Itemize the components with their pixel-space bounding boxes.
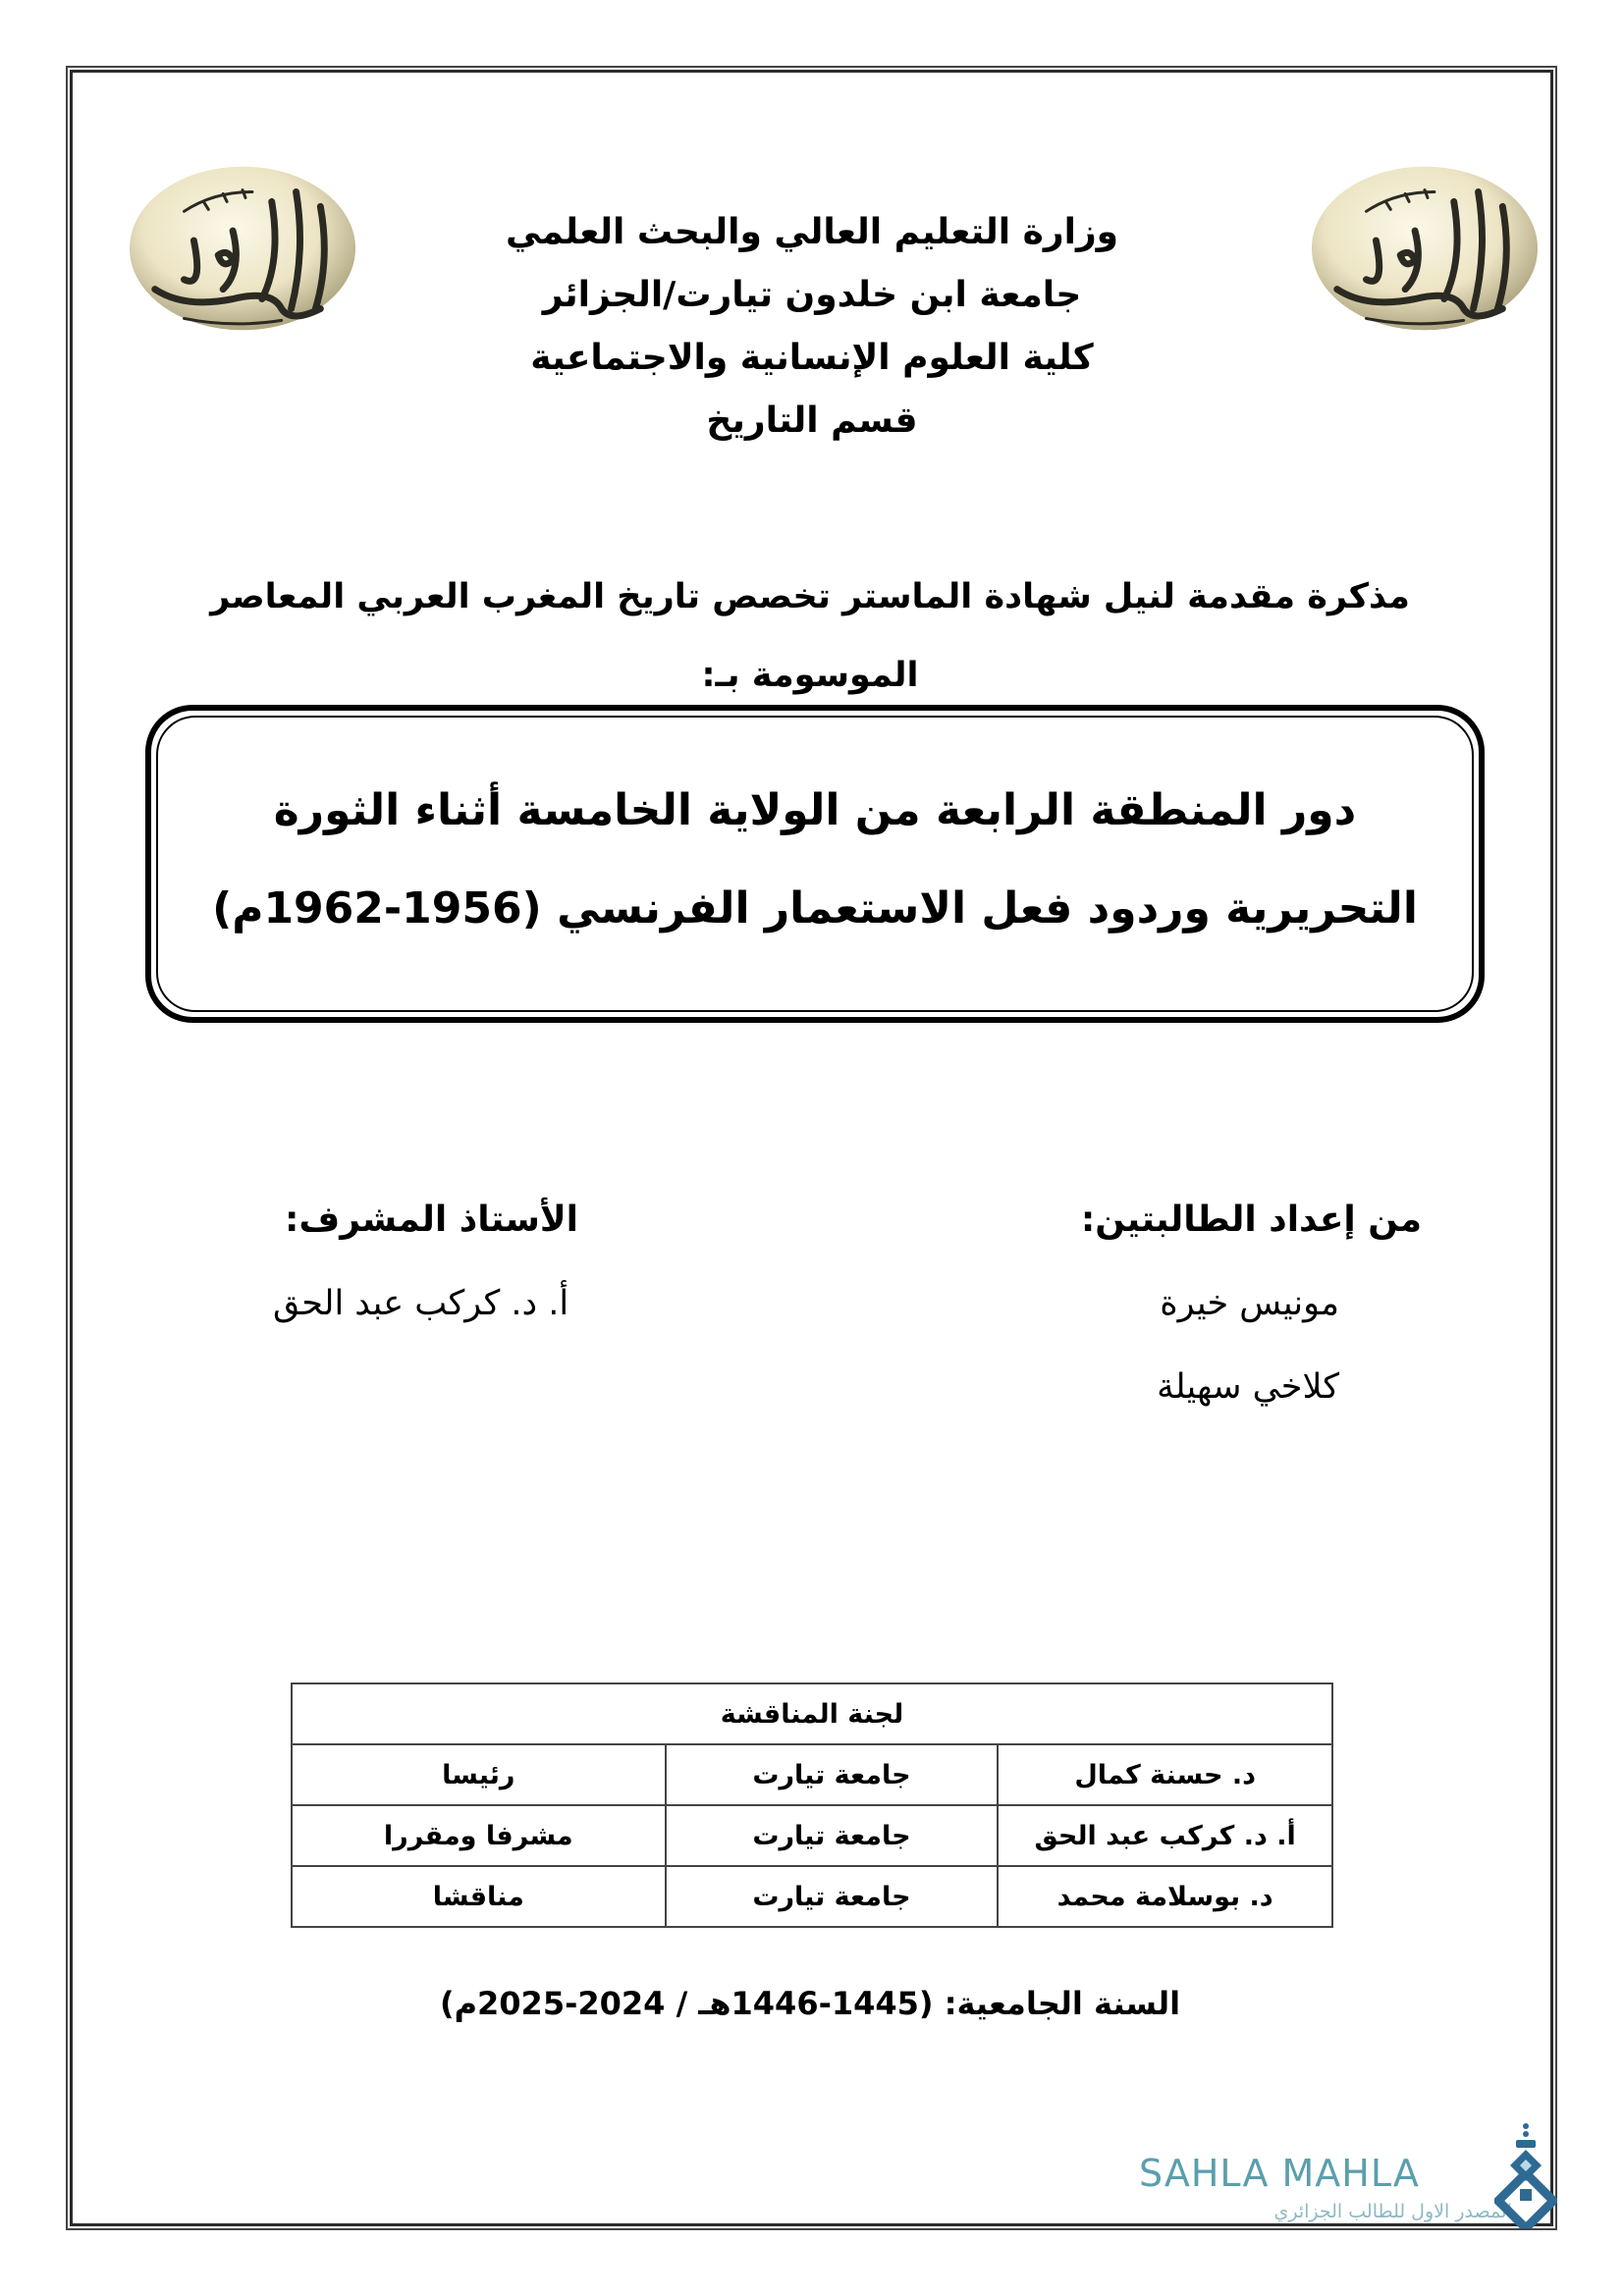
member-role: مشرفا ومقررا	[292, 1805, 666, 1866]
member-university: جامعة تيارت	[666, 1744, 999, 1805]
university-logo-icon	[1308, 162, 1542, 335]
student-name: كلاخي سهيلة	[1157, 1367, 1339, 1407]
faculty-name: كلية العلوم الإنسانية والاجتماعية	[530, 338, 1094, 378]
member-name: د. حسنة كمال	[998, 1744, 1332, 1805]
committee-table	[291, 1682, 1333, 1928]
students-heading: من إعداد الطالبتين:	[1080, 1200, 1422, 1240]
supervisor-heading: الأستاذ المشرف:	[285, 1200, 579, 1240]
department-name: قسم التاريخ	[706, 400, 918, 441]
ministry-name: وزارة التعليم العالي والبحث العلمي	[505, 212, 1119, 252]
member-name: أ. د. كركب عبد الحق	[998, 1805, 1332, 1866]
student-name: مونيس خيرة	[1160, 1284, 1339, 1323]
degree-statement: مذكرة مقدمة لنيل شهادة الماستر تخصص تاريخ المغرب العربي المعاصر	[210, 577, 1410, 616]
titled-label: الموسومة بـ:	[701, 656, 919, 695]
university-logo-icon	[126, 162, 359, 335]
member-role: رئيسا	[292, 1744, 666, 1805]
university-logo-left	[126, 162, 359, 335]
member-university: جامعة تيارت	[666, 1805, 999, 1866]
university-logo-right	[1308, 162, 1542, 335]
watermark-brand: SAHLA MAHLA	[1139, 2152, 1420, 2195]
member-name: د. بوسلامة محمد	[998, 1866, 1332, 1927]
institution-header	[412, 201, 1212, 453]
committee-table-header-row	[292, 1683, 1332, 1744]
sahla-mahla-watermark	[1139, 2130, 1551, 2228]
university-name: جامعة ابن خلدون تيارت/الجزائر	[542, 275, 1082, 315]
watermark-tagline: المصدر الاول للطالب الجزائري	[1273, 2201, 1512, 2222]
member-university: جامعة تيارت	[666, 1866, 999, 1927]
thesis-title-line-1: دور المنطقة الرابعة من الولاية الخامسة أثناء الثورة	[273, 785, 1357, 835]
sahla-mahla-logo-icon	[1494, 2120, 1557, 2228]
academic-year: السنة الجامعية: (1445-1446هـ / 2024-2025م)	[439, 1985, 1181, 2022]
table-row	[292, 1744, 1332, 1805]
thesis-title	[190, 762, 1439, 958]
thesis-title-box	[145, 705, 1485, 1023]
table-row	[292, 1805, 1332, 1866]
supervisor-name: أ. د. كركب عبد الحق	[273, 1284, 569, 1323]
member-role: مناقشا	[292, 1866, 666, 1927]
table-row	[292, 1866, 1332, 1927]
thesis-title-line-2: التحريرية وردود فعل الاستعمار الفرنسي (1956-1962م)	[212, 883, 1418, 934]
committee-title: لجنة المناقشة	[292, 1683, 1332, 1744]
